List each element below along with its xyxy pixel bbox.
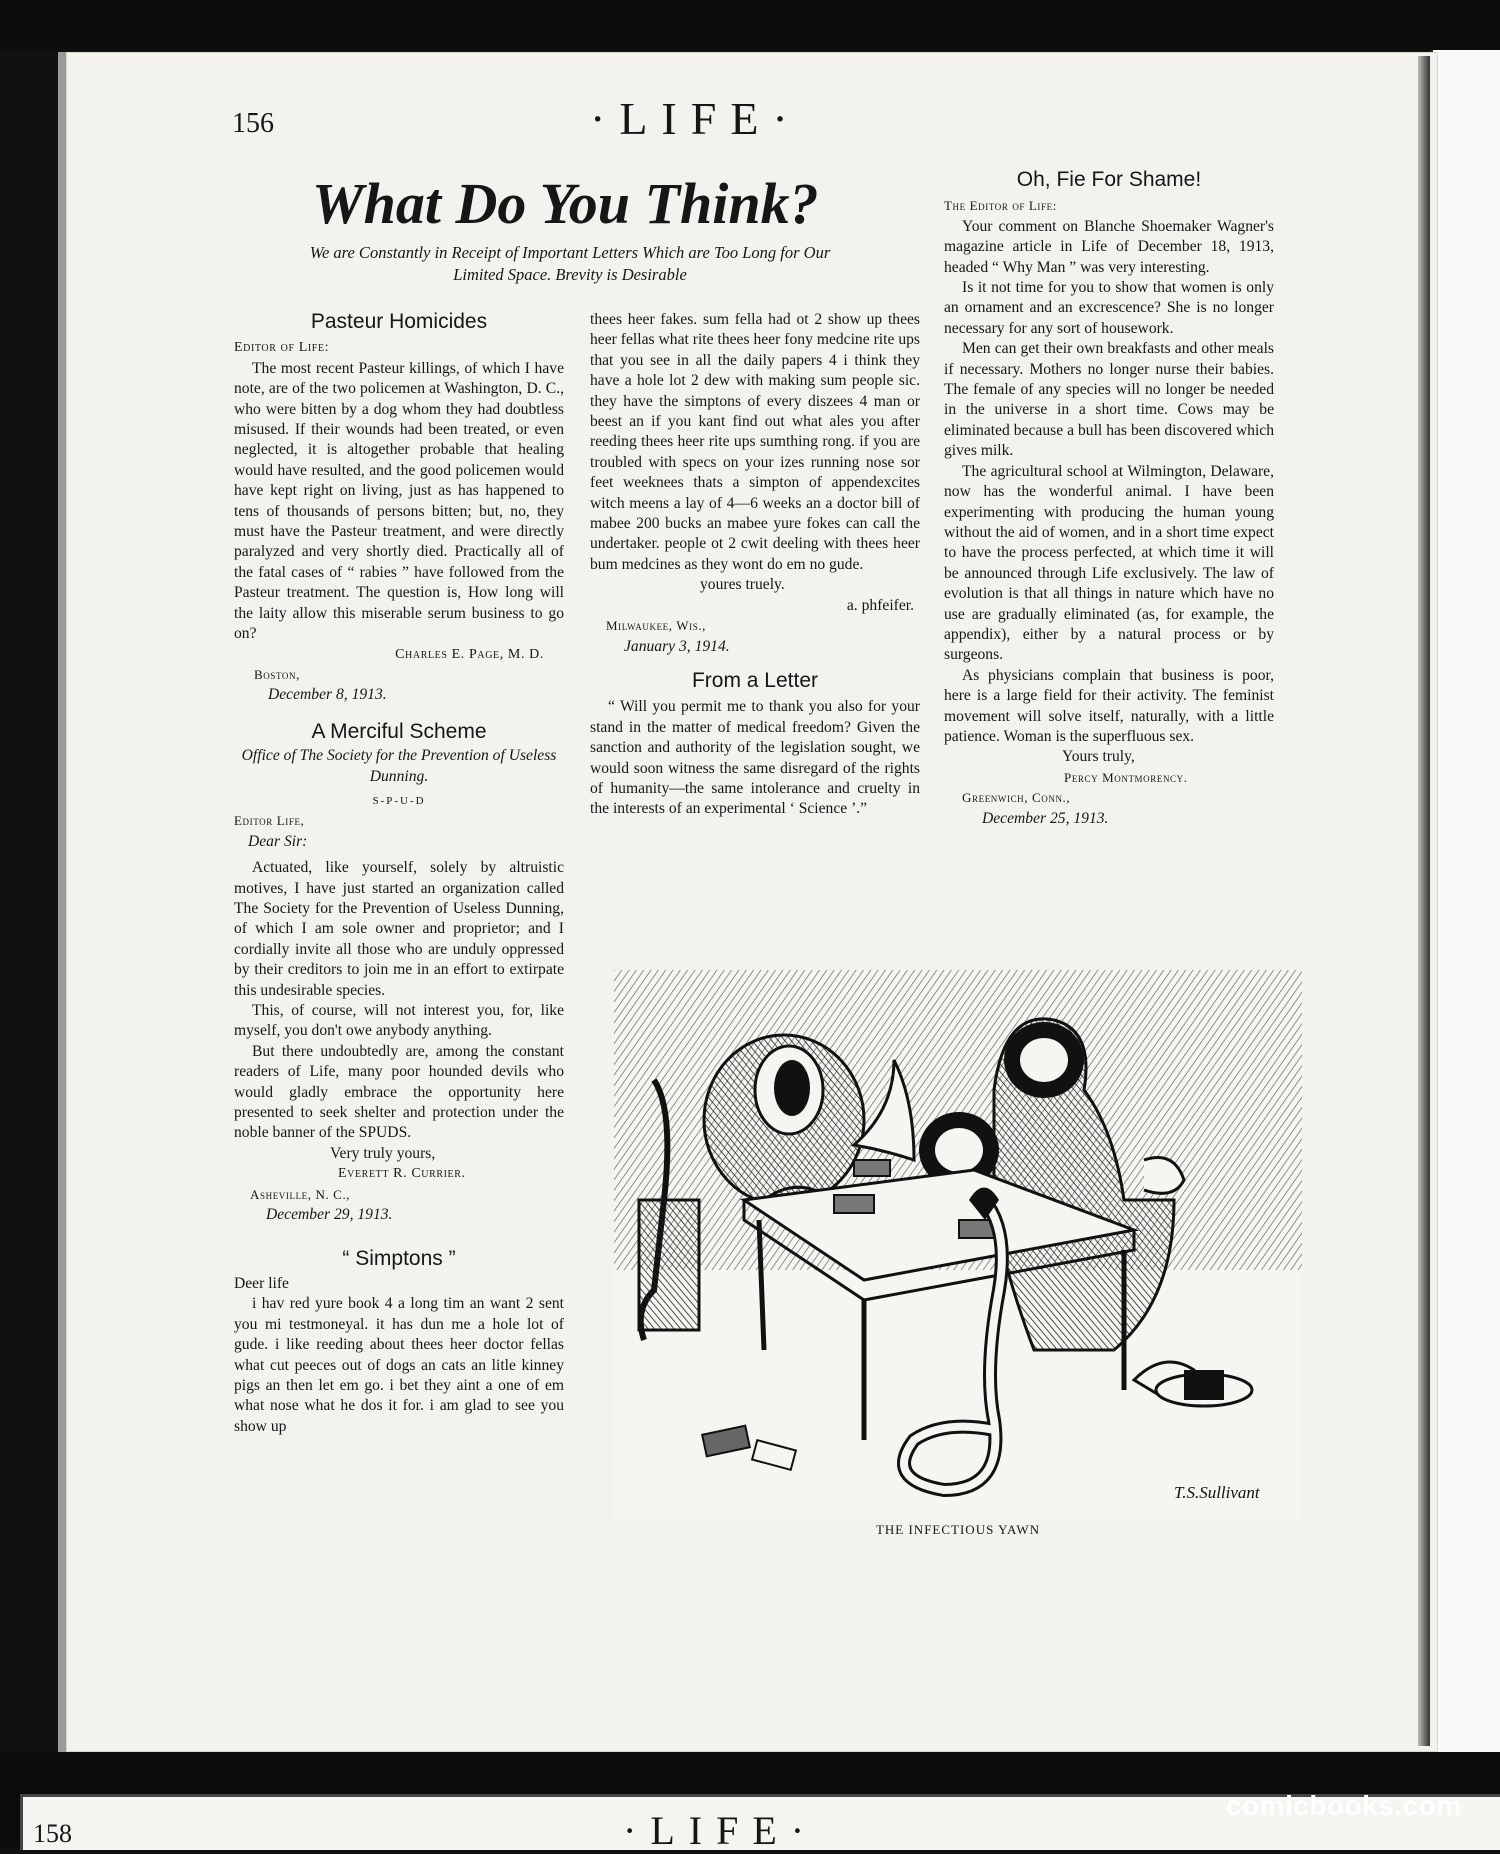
- p1-merciful: Actuated, like yourself, solely by altruistic motives, I have just started an organization called The Society for the Prevention of Useless Dunning, of which I am sole owner and proprietor; and I cordially invite all those who are unduly oppressed by their creditors to join me in an effort to extirpate this undesirable species.: [234, 859, 564, 999]
- heading-simptons: “ Simptons ”: [342, 1247, 456, 1271]
- watermark: comicbooks.com: [1226, 1790, 1462, 1821]
- cartoon-caption: THE INFECTIOUS YAWN: [875, 1522, 1041, 1537]
- place-pasteur: Boston,: [254, 666, 300, 682]
- p2-merciful: This, of course, will not interest you, for, like myself, you don't owe anybody anything.: [234, 1002, 564, 1040]
- p4-fie: The agricultural school at Wilmington, Delaware, now has the wonderful animal. I have been experimenting with producing the human young without the aid of women, and in a short time expect to have the process perfected, at which time it will be announced through Life exclusively. The law of evolution is that all things in nature which have no use are gradually eliminated (as, for example, the appendix), either by a natural process or by surgeons.: [944, 462, 1274, 664]
- next-page-number: 158: [33, 1819, 72, 1848]
- body-simptons-part2: thees heer fakes. sum fella had ot 2 show up thees heer fellas what rite thees heer fony medcine rite ups that you see in all the daily papers 4 i think they have a hole lot 2 dew with making sum people sic. they have the simptons of every diszees 4 man or beest an if you kant find out what ales you after reeding thees heer rite ups sumthing rong. if you are troubled with specs on your izes running nose sor feet weeknees thats a simpton of appendexcites witch meens a lay of 4—6 weeks an a doctor bill of mabee 200 bucks an mabee yure fokes can call the undertaker. people ot 2 cwit deeling with thees heer bum medcines as they wont do em no gude.: [590, 311, 920, 573]
- salutation1-merciful: Editor Life,: [234, 813, 305, 829]
- p3-merciful: But there undoubtedly are, among the constant readers of Life, many poor hounded devils who would gladly embrace the opportunity here presented to seek shelter and protection under the noble banner of the SPUDS.: [234, 1042, 564, 1142]
- signature-merciful: Everett R. Currier.: [338, 1166, 466, 1182]
- scan-border-top: [0, 0, 1500, 50]
- artist-signature: T.S.Sullivant: [1174, 1483, 1260, 1502]
- place-merciful: Asheville, N. C.,: [250, 1186, 351, 1202]
- cartoon-illustration: [614, 970, 1302, 1520]
- page-number: 156: [232, 108, 274, 139]
- place-fie: Greenwich, Conn.,: [962, 790, 1071, 806]
- p1-fie: Your comment on Blanche Shoemaker Wagner's magazine article in Life of December 18, 1913, headed “ Why Man ” was very interesting.: [944, 217, 1274, 276]
- cartoon-drawing: [614, 970, 1302, 1520]
- heading-pasteur: Pasteur Homicides: [310, 310, 488, 333]
- masthead: ·LIFE·: [590, 93, 802, 144]
- place-simptons: Milwaukee, Wis.,: [606, 618, 707, 634]
- body-pasteur: The most recent Pasteur killings, of which I have note, are of the two policemen at Washington, D. C., who were bitten by a dog whom they had doubtless misused. If their wounds had been treated, or even neglected, it is altogether probable that healing would have resulted, and the good policemen would have kept right on living, just as has happened to tens of thousands of persons bitten; but, no, they must have the Pasteur treatment, and were directly paralyzed and very shortly died. Practically all of the fatal cases of “ rabies ” have followed from the Pasteur treatment. The question is, How long will the laity allow this miserable serum business to go on?: [234, 359, 564, 643]
- date-fie: December 25, 1913.: [982, 809, 1109, 827]
- abbr-merciful: S-P-U-D: [372, 794, 426, 807]
- date-pasteur: December 8, 1913.: [268, 686, 387, 704]
- salutation-simptons: Deer life: [234, 1274, 289, 1292]
- signature-fie: Percy Montmorency.: [1064, 769, 1188, 785]
- page-title: What Do You Think?: [312, 171, 819, 236]
- heading-fie: Oh, Fie For Shame!: [1016, 168, 1202, 191]
- adjacent-page-edge: [1430, 50, 1500, 1755]
- closing-merciful: Very truly yours,: [330, 1144, 436, 1162]
- p5-fie: As physicians complain that business is poor, here is a large field for their activity. The feminist movement will solve itself, naturally, with a little patience. Woman is the superfluous sex.: [944, 666, 1274, 745]
- page-subtitle: We are Constantly in Receipt of Important Letters Which are Too Long for Our Limited Space. Brevity is Desirable: [309, 243, 831, 284]
- book-on-floor: [702, 1426, 750, 1457]
- heading-letter: From a Letter: [691, 668, 819, 692]
- column-left: [234, 312, 564, 1437]
- heading-merciful: A Merciful Scheme: [311, 719, 487, 743]
- body-simptons-part1: i hav red yure book 4 a long tim an want 2 sent you mi testmoneyal. it has dun me a hole lot of gude. i like reeding about thees heer doctor fellas what cut peeces out of dogs an cats an litle kinney pigs an then let em go. i bet they aint a one of em what nose what he dos it for. i am glad to see you show up: [234, 1295, 564, 1435]
- salutation-pasteur: Editor of Life:: [234, 340, 330, 356]
- book-on-floor: [752, 1440, 796, 1470]
- closing-fie: Yours truly,: [1062, 748, 1135, 766]
- date-simptons: January 3, 1914.: [624, 637, 730, 655]
- page-gutter-shadow: [1418, 56, 1430, 1746]
- salutation2-merciful: Dear Sir:: [248, 832, 308, 850]
- signature-pasteur: Charles E. Page, M. D.: [395, 646, 544, 662]
- date-merciful: December 29, 1913.: [266, 1206, 393, 1224]
- column-right: [944, 170, 1274, 829]
- p3-fie: Men can get their own breakfasts and other meals if necessary. Mothers no longer nurse their babies. The female of any species will no longer be needed in the universe in a short time. Cows may be eliminated because a bull has been discovered which gives milk.: [944, 340, 1274, 460]
- signature-simptons: a. phfeifer.: [846, 596, 914, 614]
- hat-crown: [1184, 1370, 1224, 1400]
- office-merciful: Office of The Society for the Prevention of Useless Dunning.: [241, 747, 557, 785]
- next-page-masthead: ·LIFE·: [623, 1808, 819, 1853]
- salutation-fie: The Editor of Life:: [944, 198, 1057, 214]
- body-letter: “ Will you permit me to thank you also for your stand in the matter of medical freedom? Given the sanction and authority of the legislation sought, we would soon witness the same disregard of the rights of humanity—the same intolerance and cruelty in the interests of an experimental ‘ Science ’.”: [590, 698, 920, 818]
- p2-fie: Is it not time for you to show that women is only an ornament and an excrescence? She is no longer necessary for any sort of housework.: [944, 279, 1274, 337]
- closing-simptons: youres truely.: [700, 576, 785, 594]
- column-middle: [590, 310, 920, 820]
